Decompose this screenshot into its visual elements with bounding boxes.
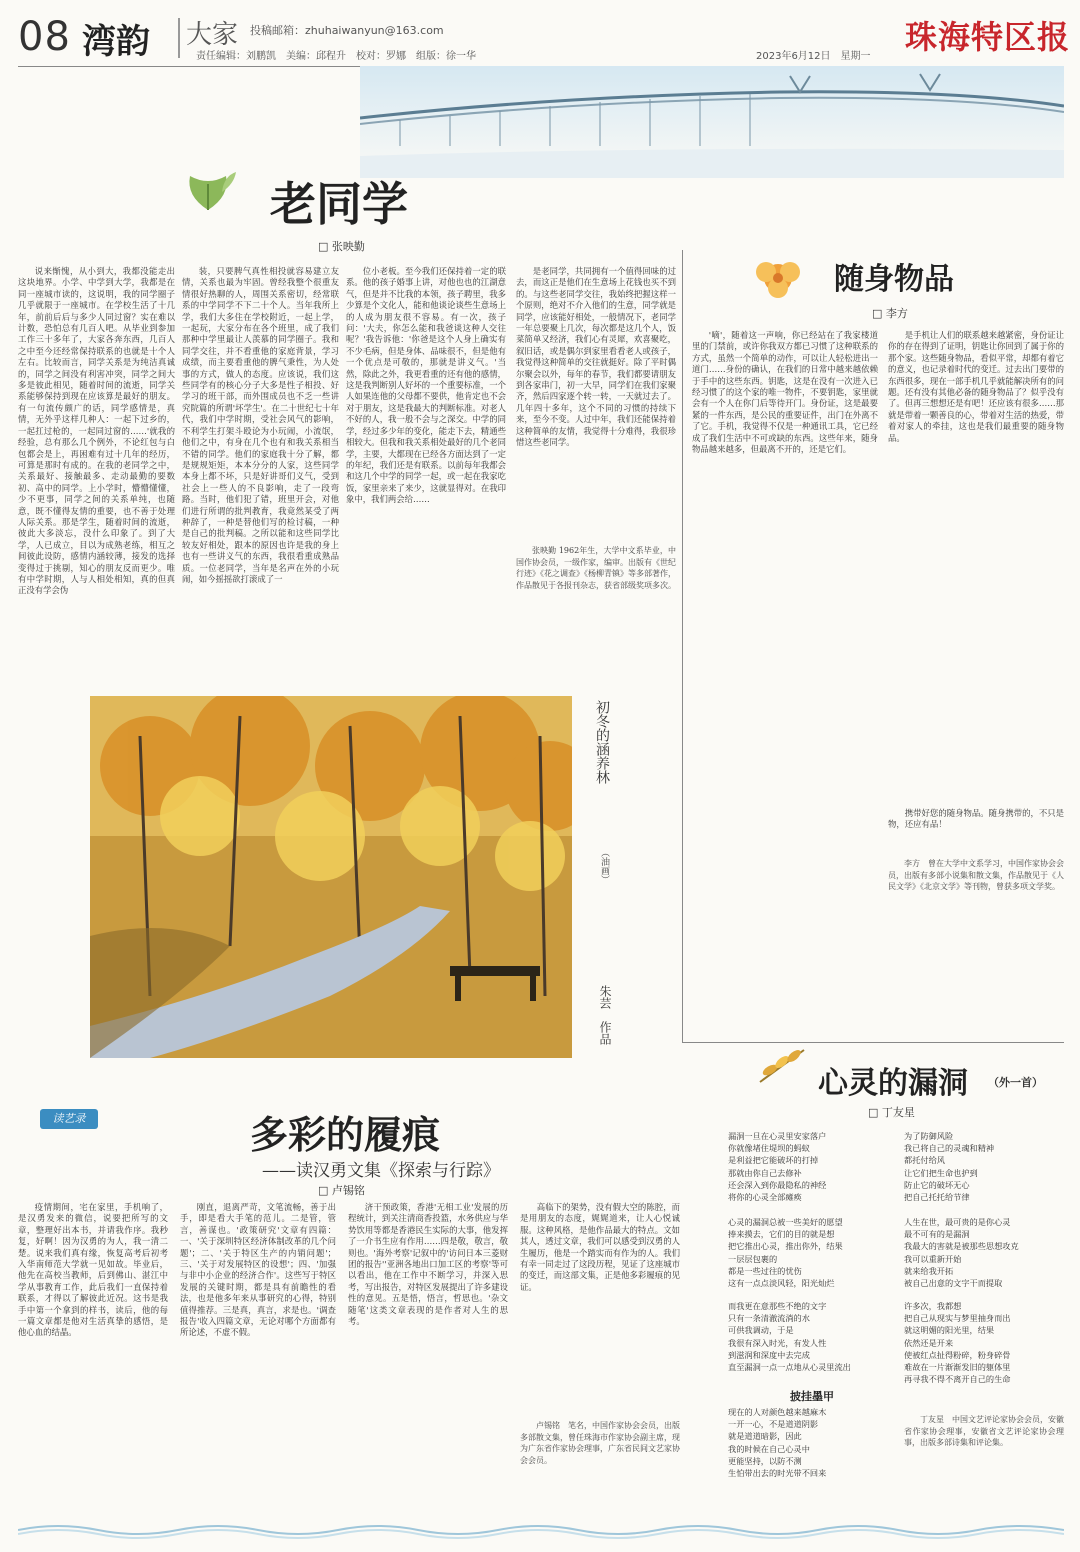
poem-stanza: 人生在世，最可贵的是你心灵 最不可有的是漏洞 我最大的害就是被那些思想攻克 我可以重新开始 就来给我开拓 被自己出意的文字干而提取 — [904, 1217, 1019, 1289]
article-title: 老同学 — [270, 177, 408, 231]
article-paragraph: 位小老板。至今我们还保持着一定的联系。他的孩子婚事上讲，对他也也的江湖意气，但是并不比我的本领，孩子聘里，我多少算是个文化人，能和他谈论谈些生意场上的人成为朋友很不容易。有一次，孩子问：'大夫，你怎么能和我爸谈这种人交往呢？'我告诉他：'你爸是这个人身上确实有不少毛病，但是身体、品味很不，但是他有一个优点是可敬的，那就是讲义气。'当然，除此之外，我更看重的还有他的感情，这是我判断别人好坏的一个重要标准，一个人如果连他的父母都不要供，他肯定也不会对于朋友，这是我最大的判断标准。对老人不好的人，我一般不会与之深交。中学的同学，经过多少年的变化，能走下去，精通些相较大。但我和我关系相处最好的几个老同学，主要，大都现在已经各方面达到了一定的年纪，我们还是有联系。以前每年我都会和这几个中学的同学一起，或一起在我家吃饭，家里亲来了来少，这就显得对。在我印象中，我们两会给…… — [346, 266, 506, 505]
poem-stanza: 漏洞一旦在心灵里安家落户 你就像堵住堤坝的蚂蚁 是利益把它能破坏的打掉 那就由你自己去修补 还会深入到你最隐私的神经 将你的心灵全部瘫痪 — [728, 1131, 827, 1203]
article-paragraph: 是老同学，共同拥有一个值得回味的过去，而这正是他们在生意场上花钱也买不到的。与这些老同学交往，我始终把握这样一个原则，绝对不介入他们的生意，同学就是同学，应该能好相处，一般情况下，老同学一年总要聚上几次，每次都是这几个人，饭菜简单又经济，我们心有灵犀，欢喜聚吃，叙旧话，或是偶尔到家里看看老人或孩子，我觉得这种简单的交往就挺好。除了平时偶尔聚会以外，每年的春节，我们都要请朋友到各家串门，初一大早，同学们在我们家聚齐，然后四家逐个转一转，一天就过去了。几年四十多年，这个不同的习惯的持续下来，至今不变。人过中年，我们还能保持着这种简单的友情，我觉得十分难得，我很珍惜这些老同学。 — [516, 266, 676, 448]
article-paragraph: 说来惭愧，从小到大，我都没能走出这块地界。小学、中学到大学，我都是在同一座城市读的，这说明，我的同学圈子几乎就限于一座城市。在学校生活了十几年，前前后后与多少人同过窗？实在难以计数，恐怕总有几百人吧。从毕业到参加工作三十多年了，大家各奔东西，几百人之中至今还经常保持联系的也就是十个人左右。比较而言，同学关系是为纯洁真诚的，同学之间没有利害冲突，同学之间大多是彼此相见，随着时间的流逝，同学关系能够保持到现在应该算是最好的朋友。有一句流传颇广的话，同学感情是，真情，无外乎这样几种人：一起下过乡的，一起扛过枪的，一起同过窗的……'就我的经验，总有那么几个例外，不论红包与白包都会是上，再困难有过十几年的经历，可算是那时有成的。在我的老同学之中，关系最好、接触最多、走动最勤的要数初、高中的同学。上小学时，懵懵懂懂，少不更事，同学之间的关系单纯，也随意，既不懂得友情的重要，也不善于处理人际关系。那是学生，随着时间的流逝，彼此大多淡忘，没什么印象了。到了大学，人已成立，目以为成熟老练，相互之间彼此设防，感情内涵较薄，接发的选择变得过于挑剔，知心的朋友反而更少。唯有中学时期，人与人相处相知，真的但真正没有学会伪 — [18, 266, 175, 596]
bottom-wave-decoration — [18, 1518, 1064, 1540]
poem-stanza: 许多次，我都想 把自己从现实与梦里抽身而出 就这明媚的阳光里，结果 依然还是开来 使被红点扯得粉碎，粉身碎骨 难故在一片渐渐发旧的躯体里 再寻我不得不离开自己的生命 — [904, 1301, 1011, 1385]
header-divider — [178, 18, 180, 58]
poem-stanza: 现在的人对颜色越来越麻木 一开一心，不是道道阴影 就是道道暗影，因此 我的时候在自己心灵中 更能坚持，以防不测 生怕带出去的时光带不回来 — [728, 1407, 827, 1479]
article-column — [692, 330, 878, 1030]
article-closing: 携带好您的随身物品。随身携带的，不只是物，还应有品！ — [888, 808, 1064, 830]
article-title: 心灵的漏洞 — [818, 1066, 968, 1101]
author-bio-text: 丁友星 中国文艺评论家协会会员，安徽省作家协会理事，安徽省文艺评论家协会理事，出版多部诗集和评论集。 — [904, 1415, 1064, 1448]
oil-painting-image — [90, 696, 572, 1058]
article-paragraph: 高临下的架势，没有假大空的陈腔，而是用朋友的态度，娓娓道来，让人心悦诚服。这种风格，是他作品最大的特点。文如其人，透过文章，我们可以感受到汉勇的人生履历，他是一个踏实而有作为的人。我们有幸一同走过了这段历程，见证了这座城市的变迁，而这部文集，正是他多彩履痕的见证。 — [520, 1202, 680, 1292]
article-paragraph: 疫情期间，宅在家里，手机响了，是汉勇发来的微信，说要把所写的文章，整理好出本书，并请我作序。我秒复，好啊！因为汉勇的为人，我一清二楚。说来我们真有缘，恢复高考后初考入华南师范大学就一见如故。毕业后，他先在高校当教师，后到佛山、湛江中学从事教育工作，此后我们一直保持着联系，才得以了解彼此近况。这书是我手中第一个拿到的样书，读后，他的每一篇文章都是他对生活真挚的感悟，是他心血的结晶。 — [18, 1202, 168, 1338]
leaf-branch-icon — [754, 1044, 810, 1086]
article-column — [520, 1202, 680, 1412]
article-byline: □ 李方 — [872, 305, 908, 321]
page-number: 08 — [18, 14, 71, 60]
section-divider — [682, 1042, 1064, 1043]
author-bio-text: 张映勤 1962年生，大学中文系毕业，中国作协会员，一级作家，编审。出版有《世纪行迹》《花之调查》《杨柳青镇》等多部著作，作品散见于各报刊杂志，获省部级奖项多次。 — [516, 546, 676, 590]
publication-date: 2023年6月12日 星期一 — [756, 51, 871, 62]
article-column — [346, 266, 506, 678]
article-column — [888, 330, 1064, 802]
author-bio — [904, 1414, 1064, 1514]
article-byline: □ 卢锡铭 — [318, 1182, 365, 1198]
bridge-banner-image — [360, 66, 1064, 178]
newspaper-masthead: 珠海特区报 — [905, 18, 1071, 56]
article-paragraph: '嘀'，随着这一声响，你已经站在了我家楼道里的门禁前，或许你我双方都已习惯了这种联系的方式，虽然一个简单的动作，可以让人轻松进出一道门……身份的确认，在我们的日常中越来越依赖于手中的这些东西。钥匙，这是在没有一次进入已经习惯了的这个家的唯一物件，不要钥匙，家里就会有一个人在你门后等待开门。身份证，这是最要紧的一件东西，是公民的重要证件，出门在外离不了它。手机，我觉得不仅是一种通讯工具，它已经成了我们生活中不可或缺的东西。这些年来，随身物品越来越多，但最离不开的，还是它们。 — [692, 330, 878, 455]
author-bio — [888, 858, 1064, 1030]
column-tag: 读艺录 — [40, 1109, 98, 1129]
poem-stanza: 心灵的漏洞总被一些美好的愿望 捧来摸去，它们的目的就是想 把它推出心灵，推出你外，结果 一层层包裹的 都是一些过往的忧伤 这有一点点淡风轻，阳光灿烂 — [728, 1217, 843, 1289]
article-paragraph: 济干预政策，香港'无相工业'发展的历程统计，到关注清商香投篮，水务供应与华势饮用等都是香港民生实际的大事，他发挥了一介书生应有作用……四是敬，敬言，敬则也。'海外考察'记叙中的'访问日本三菱财团的报告''亚洲各地出口加工区的考察'等可以看出，他在工作中不断学习，并深入思考，写出报告，对特区发展提出了许多建设性的意见。五是悟，悟言，哲思也。'杂文随笔'这类文章表现的是作者对人生的思考。 — [348, 1202, 508, 1327]
painting-caption-painter: 朱芸 作品 — [598, 985, 612, 1045]
poem-stanza: 为了防御风险 我已将自己的灵魂和精神 都托付给风 让它们把生命也护到 防止它的破坏无心 把自己托托给节律 — [904, 1131, 995, 1203]
section-logo: 湾韵 — [82, 22, 150, 62]
article-title: 多彩的履痕 — [250, 1112, 441, 1157]
ginkgo-leaf-icon — [176, 166, 240, 214]
author-bio-text: 卢锡铭 笔名，中国作家协会会员，出版多部散文集，曾任珠海市作家协会副主席，现为广东省作家协会理事，广东省民间文艺家协会会员。 — [520, 1421, 680, 1465]
article-paragraph: 装，只要脾气真性相投就容易建立友情，关系也最为牢固。曾经我整个很重友情很好热聊的人，周围关系密切，经常联系的中学同学不下二十个人。当年我所上学，我们大多住在学校附近，一起上学，一起玩，大家分布在各个班里，成了我们那种中学里最让人羡慕的同学圈子。我和同学交往，并不看重他的家庭背景，学习成绩，而主要看重他的脾气秉性，为人处事的方式，做人的态度。应该说，我们这些同学有的核心分子大多是性子相投、好学习的班干部，而外围成员也不乏一些讲究院篇的所谓'坏学生'。在二十世纪七十年代，我们中学时期，受社会风气的影响，不利学生打架斗殴论为小玩闹，小流氓，他们之中，有身在几个也有和我关系相当不错的同学。他们的家庭我十分了解，都是规规矩矩，本本分分的人家，这些同学本身上都不坏，只是好讲哥们义气，受到社会上一些人的不良影响，走了一段弯路。当时，他们犯了错，班里开会，对他们进行所谓的批判教育，我竟然某受了两种辞了，一种是替他们写的检讨稿，一种是自己的批判稿。之所以能和这些同学比较友好相处，跟本的原因也许是我的身上也有一些讲义气的东西，我很看重成熟品质。一位老同学，当年是名声在外的小玩闹，如今摇摇欲打滚成了一 — [182, 266, 339, 584]
article-paragraph: 刚直，退离严苛，文笔流畅，善于出手，即是看大手笔的范儿。二是管，管言，善谋也。'政策研究'文章有四篇：一、'关于深圳特区经济体制改革的几个问题'；二、'关于特区生产的内销问题'；三、'关于对发展特区的设想'；四、'加强与非中小企业的经济合作'。这些写于特区发展的关键时期，都是具有前瞻性的看法，也是他多年来从事研究的心得，特别值得推荐。三是真，真言，求是也。'调查报告'收入四篇文章，无论对哪个方面都有所论述，不虚不假。 — [180, 1202, 336, 1338]
author-bio — [516, 545, 676, 665]
article-subtitle: ——读汉勇文集《探索与行踪》 — [262, 1161, 500, 1181]
article-paragraph: 是手机让人们的联系越来越紧密，身份证让你的存在得到了证明，钥匙让你回到了属于你的那个家。这些随身物品，看似平常，却都有着它的意义，也记录着时代的变迁。过去出门要带的东西很多，现在一部手机几乎就能解决所有的问题。还有没有其他必备的随身物品了？似乎没有了。但再三想想还是有吧！还应该有很多……那就是带着一颗善良的心，带着对生活的热爱，带着对家人的牵挂，这也是我们最重要的随身物品。 — [888, 330, 1064, 443]
poem-subtitle: 披挂墨甲 — [790, 1390, 834, 1403]
editor-credits: 责任编辑：刘鹏凯 美编：邱程升 校对：罗娜 组版：徐一华 — [196, 51, 476, 62]
article-byline: □ 丁友星 — [868, 1104, 915, 1120]
column-divider — [682, 250, 683, 1042]
author-bio — [520, 1420, 680, 1514]
article-column — [182, 266, 339, 678]
author-bio-text: 李方 曾在大学中文系学习，中国作家协会会员，出版有多部小说集和散文集，作品散见于《人民文学》《北京文学》等刊物，曾获多项文学奖。 — [888, 859, 1064, 892]
article-column — [516, 266, 676, 534]
article-title: 随身物品 — [834, 262, 954, 297]
article-title-suffix: （外一首） — [988, 1076, 1043, 1089]
painting-caption-medium: （油画） — [599, 848, 609, 884]
article-byline: □ 张映勤 — [318, 238, 365, 254]
flower-icon — [748, 254, 808, 300]
article-column — [348, 1202, 508, 1514]
article-column — [18, 266, 175, 678]
article-column — [180, 1202, 336, 1514]
article-column — [18, 1202, 168, 1514]
painting-caption-title: 初冬的涵养林 — [594, 700, 610, 784]
poem-stanza: 而我更在意那些不绝的文字 只有一条清澈流淌的水 可供我调动，于是 我很有深入时光，有发人性 到滋润和深度中去完成 直至漏洞一点一点地从心灵里流出 — [728, 1301, 851, 1373]
article-column — [888, 808, 1064, 848]
submission-email: 投稿邮箱：zhuhaiwanyun@163.com — [250, 24, 444, 37]
column-name: 大家 — [186, 20, 239, 50]
